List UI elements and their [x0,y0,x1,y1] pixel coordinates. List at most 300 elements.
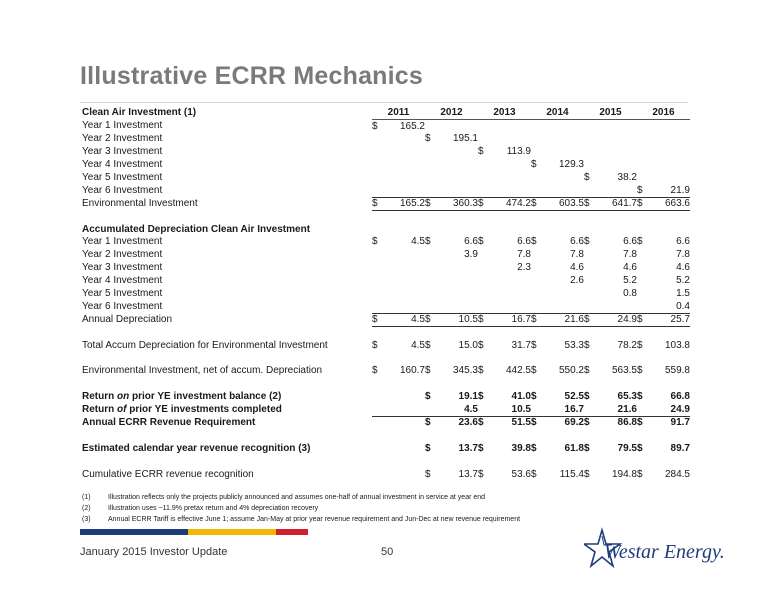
currency-sign: $ [637,197,649,210]
currency-sign: $ [531,442,537,454]
row-label: Year 5 Investment [82,288,163,300]
table-row [82,133,690,146]
cell-value: 61.8 [564,442,584,454]
year-header: 2016 [637,107,690,120]
table-row [82,184,690,197]
spacer-row [82,378,690,391]
currency-sign: $ [425,339,431,351]
cell-value: 2.3 [517,262,531,274]
currency-sign [372,391,384,404]
table-row [82,468,690,481]
currency-sign [531,146,543,159]
currency-sign: $ [478,417,484,429]
table-row [82,442,690,455]
currency-sign [372,146,384,159]
table-row [82,146,690,159]
currency-sign: $ [531,417,537,429]
row-label: Annual ECRR Revenue Requirement [82,417,256,429]
cell-value: 284.5 [664,468,690,480]
currency-sign [584,288,596,301]
cell-value [543,133,584,146]
currency-sign: $ [478,442,484,454]
table-row [82,171,690,184]
currency-sign: $ [372,236,378,248]
currency-sign [531,404,543,417]
currency-sign [425,404,437,417]
currency-sign: $ [372,365,378,377]
currency-sign [637,120,649,133]
currency-sign: $ [425,417,431,429]
cell-value [543,171,584,184]
currency-sign [478,120,490,133]
table-row [82,159,690,172]
currency-sign: $ [584,171,590,183]
row-label: Annual Depreciation [82,313,173,325]
table-row [82,275,690,288]
cell-value [437,288,478,301]
row-label: Year 6 Investment [82,184,163,196]
page-title: Illustrative ECRR Mechanics [80,62,424,90]
table-row [82,313,690,326]
row-label: Year 3 Investment [82,146,163,158]
row-label: Year 3 Investment [82,262,163,274]
currency-sign: $ [425,391,431,403]
cell-value: 360.3 [437,197,478,210]
cell-value: 194.8 [611,468,637,480]
cell-value: 7.8 [570,249,584,261]
currency-sign: $ [637,184,643,196]
currency-sign [637,171,649,184]
currency-sign [372,417,384,430]
cell-value: 53.6 [511,468,531,480]
currency-sign [425,120,437,133]
currency-sign [478,171,490,184]
cell-value [384,442,425,455]
cell-value [649,171,690,184]
cell-value: 103.8 [664,339,690,351]
currency-sign [425,171,437,184]
currency-sign [584,146,596,159]
currency-sign: $ [531,313,543,326]
currency-sign: $ [478,236,484,248]
currency-sign: $ [531,339,537,351]
footnote-text: Illustration reflects only the projects publicly announced and assumes one-half of annual investment in service at year end [108,494,486,501]
currency-sign [425,288,437,301]
table-row [82,417,690,430]
cell-value: 113.9 [506,146,531,158]
currency-sign: $ [531,365,537,377]
cell-value [596,146,637,159]
logo-wordmark: Westar Energy. [604,541,725,563]
currency-sign [425,275,437,288]
footnote-number: (1) [82,494,91,501]
currency-sign: $ [637,313,649,326]
currency-sign [531,300,543,313]
currency-sign: $ [637,236,643,248]
currency-sign: $ [637,468,643,480]
ecrr-table [82,107,690,481]
currency-sign: $ [584,417,590,429]
currency-sign: $ [637,339,643,351]
cell-value [384,146,425,159]
footer-bar-gold [188,529,276,535]
row-label: Cumulative ECRR revenue recognition [82,468,254,480]
footnote-text: Annual ECRR Tariff is effective June 1; assume Jan-May at prior year revenue requirement and Jun-Dec at new revenue requirement [108,516,521,523]
spacer-row [82,429,690,442]
currency-sign [372,288,384,301]
currency-sign [372,171,384,184]
year-header: 2011 [372,107,425,120]
cell-value: 86.8 [617,417,637,429]
cell-value [596,300,637,313]
table-row [82,339,690,352]
row-label: Environmental Investment [82,197,198,209]
cell-value [384,171,425,184]
cell-value [384,288,425,301]
cell-value: 66.8 [670,391,690,403]
cell-value [437,184,478,197]
currency-sign [584,275,596,288]
currency-sign [637,133,649,146]
currency-sign [478,133,490,146]
cell-value: 31.7 [511,339,531,351]
cell-value [490,288,531,301]
row-label: Return of prior YE investments completed [82,404,282,416]
cell-value [384,404,425,417]
cell-value [384,184,425,197]
currency-sign: $ [584,468,590,480]
currency-sign [372,300,384,313]
currency-sign [531,120,543,133]
cell-value: 53.3 [564,339,584,351]
cell-value: 0.8 [623,288,637,300]
row-label: Year 1 Investment [82,236,163,248]
cell-value: 41.0 [511,391,531,403]
currency-sign: $ [531,391,537,403]
currency-sign: $ [584,313,596,326]
cell-value [384,275,425,288]
table-row [82,404,690,417]
cell-value [596,133,637,146]
currency-sign [425,146,437,159]
cell-value: 24.9 [596,313,637,326]
spacer-row [82,455,690,468]
cell-value [384,159,425,172]
currency-sign [531,184,543,197]
cell-value: 5.2 [623,275,637,287]
cell-value [490,159,531,172]
year-header: 2015 [584,107,637,120]
cell-value [543,300,584,313]
cell-value [543,146,584,159]
currency-sign: $ [425,365,431,377]
cell-value [543,120,584,133]
currency-sign [584,120,596,133]
footnote [82,516,520,523]
currency-sign: $ [372,339,378,351]
currency-sign [584,300,596,313]
cell-value: 10.5 [437,313,478,326]
cell-value: 165.2 [384,197,425,210]
cell-value [596,120,637,133]
spacer-row [82,210,690,223]
cell-value: 603.5 [543,197,584,210]
cell-value: 7.8 [676,249,690,261]
cell-value: 474.2 [490,197,531,210]
currency-sign [478,262,490,275]
cell-value [490,133,531,146]
cell-value: 23.6 [458,417,478,429]
year-header: 2013 [478,107,531,120]
currency-sign [425,159,437,172]
table-row [82,365,690,378]
currency-sign [584,184,596,197]
footnote-number: (2) [82,505,91,512]
currency-sign [531,171,543,184]
cell-value: 25.7 [649,313,690,326]
footnote-text: Illustration uses ~11.9% pretax return and 4% depreciation recovery [108,505,319,512]
currency-sign [584,249,596,262]
currency-sign [425,300,437,313]
cell-value: 442.5 [505,365,531,377]
cell-value: 69.2 [564,417,584,429]
spacer-row [82,326,690,339]
cell-value: 4.5 [411,236,425,248]
cell-value [543,288,584,301]
currency-sign [478,249,490,262]
cell-value: 4.6 [676,262,690,274]
cell-value: 345.3 [452,365,478,377]
currency-sign [584,404,596,417]
cell-value: 38.2 [617,171,637,183]
currency-sign: $ [584,442,590,454]
currency-sign: $ [425,313,437,326]
currency-sign: $ [637,417,643,429]
cell-value: 52.5 [564,391,584,403]
cell-value [384,300,425,313]
currency-sign [584,133,596,146]
currency-sign: $ [425,236,431,248]
currency-sign: $ [478,468,484,480]
currency-sign: $ [425,442,431,454]
currency-sign: $ [637,442,643,454]
cell-value: 0.4 [676,300,690,312]
cell-value [490,171,531,184]
row-label: Return on prior YE investment balance (2) [82,391,282,403]
cell-value [437,146,478,159]
cell-value [490,275,531,288]
cell-value: 19.1 [458,391,478,403]
currency-sign [637,262,649,275]
cell-value [649,133,690,146]
cell-value: 89.7 [670,442,690,454]
currency-sign: $ [584,391,590,403]
cell-value [437,159,478,172]
cell-value: 663.6 [649,197,690,210]
cell-value: 78.2 [617,339,637,351]
row-label: Year 6 Investment [82,300,163,312]
currency-sign [425,184,437,197]
currency-sign [637,300,649,313]
cell-value: 16.7 [490,313,531,326]
cell-value: 21.6 [596,404,637,417]
currency-sign [478,159,490,172]
cell-value: 129.3 [558,159,584,170]
row-label: Year 2 Investment [82,133,163,145]
cell-value [596,159,637,172]
table-row [82,262,690,275]
cell-value: 13.7 [458,442,478,454]
currency-sign [372,159,384,172]
cell-value: 4.5 [411,339,425,351]
currency-sign: $ [478,146,484,158]
cell-value: 51.5 [511,417,531,429]
cell-value: 4.5 [437,404,478,417]
cell-value: 563.5 [611,365,637,377]
cell-value [384,262,425,275]
footer-date-label: January 2015 Investor Update [80,546,228,558]
cell-value: 6.6 [676,236,690,248]
section-header: Accumulated Depreciation Clean Air Investment [82,223,311,235]
cell-value: 24.9 [649,404,690,417]
currency-sign [531,288,543,301]
currency-sign [637,159,649,172]
currency-sign: $ [637,365,643,377]
currency-sign [478,288,490,301]
cell-value [437,171,478,184]
row-label: Environmental Investment, net of accum. Depreciation [82,365,323,377]
currency-sign: $ [637,391,643,403]
cell-value: 559.8 [664,365,690,377]
currency-sign [372,275,384,288]
cell-value: 550.2 [558,365,584,377]
cell-value: 7.8 [517,249,531,261]
table-row [82,249,690,262]
cell-value [490,184,531,197]
cell-value [384,249,425,262]
cell-value [437,262,478,275]
cell-value: 15.0 [458,339,478,351]
currency-sign: $ [584,197,596,210]
title-divider [80,102,688,103]
table-row [82,391,690,404]
table-row [82,300,690,313]
currency-sign [372,249,384,262]
cell-value: 3.9 [464,249,478,261]
spacer-row [82,352,690,365]
row-label: Total Accum Depreciation for Environmental Investment [82,339,328,351]
cell-value: 4.6 [623,262,637,274]
row-label: Year 1 Investment [82,120,163,132]
currency-sign: $ [584,365,590,377]
cell-value: 65.3 [617,391,637,403]
currency-sign: $ [478,365,484,377]
currency-sign [478,184,490,197]
cell-value: 16.7 [543,404,584,417]
cell-value: 21.6 [543,313,584,326]
cell-value: 39.8 [511,442,531,454]
currency-sign: $ [531,197,543,210]
currency-sign: $ [425,197,437,210]
cell-value: 6.6 [464,236,478,248]
section-header-row [82,223,690,236]
currency-sign [637,404,649,417]
cell-value [543,184,584,197]
currency-sign [372,468,384,481]
currency-sign: $ [425,133,431,145]
cell-value [384,133,425,146]
cell-value: 6.6 [517,236,531,248]
cell-value: 91.7 [670,417,690,429]
cell-value [596,184,637,197]
cell-value: 160.7 [399,365,425,377]
currency-sign [425,262,437,275]
currency-sign: $ [584,339,590,351]
cell-value [384,417,425,430]
currency-sign [637,146,649,159]
currency-sign [372,404,384,417]
table-row [82,236,690,249]
footnote-number: (3) [82,516,91,523]
footnote [82,505,318,512]
cell-value: 5.2 [676,275,690,287]
footnote [82,494,485,501]
currency-sign: $ [531,159,537,170]
cell-value: 6.6 [570,236,584,248]
row-label: Estimated calendar year revenue recognition (3) [82,442,311,454]
currency-sign [637,249,649,262]
currency-sign: $ [478,339,484,351]
currency-sign [372,442,384,455]
cell-value: 195.1 [452,133,478,145]
currency-sign: $ [478,197,490,210]
currency-sign: $ [372,197,384,210]
cell-value: 165.2 [399,120,425,132]
currency-sign: $ [531,468,537,480]
currency-sign: $ [372,313,384,326]
row-label: Year 4 Investment [82,275,163,287]
cell-value [437,275,478,288]
cell-value: 10.5 [490,404,531,417]
cell-value: 4.5 [384,313,425,326]
cell-value: 2.6 [570,275,584,287]
cell-value [384,391,425,404]
currency-sign: $ [425,468,431,480]
currency-sign [372,133,384,146]
footer-bar-navy [80,529,188,535]
cell-value: 21.9 [670,184,690,196]
header-label: Clean Air Investment (1) [82,107,197,119]
page-number: 50 [381,546,394,558]
currency-sign: $ [372,120,378,132]
table-row [82,197,690,210]
cell-value [437,120,478,133]
cell-value [384,468,425,481]
currency-sign [478,404,490,417]
cell-value: 641.7 [596,197,637,210]
cell-value [490,300,531,313]
currency-sign [531,262,543,275]
currency-sign [531,133,543,146]
currency-sign [637,288,649,301]
cell-value [649,146,690,159]
table-row [82,288,690,301]
cell-value [649,159,690,172]
row-label: Year 4 Investment [82,159,163,170]
currency-sign [372,262,384,275]
currency-sign: $ [584,236,590,248]
cell-value: 1.5 [676,288,690,300]
